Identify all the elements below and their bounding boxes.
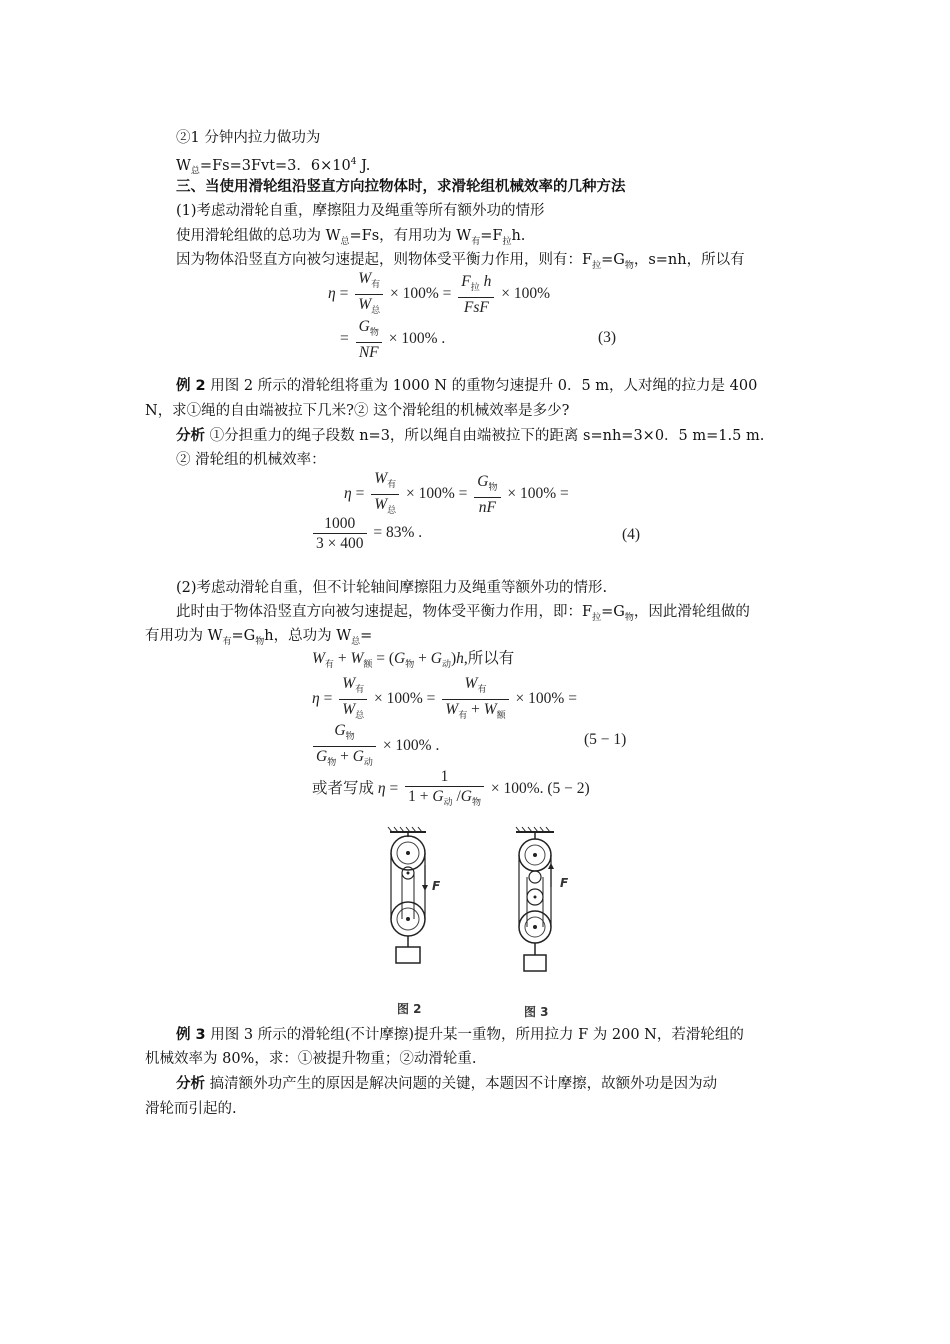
text-line-2: $W_总=Fs=3Fvt=3$．$6\times 10^4$ J. [176,157,371,177]
text-line-5: 使用滑轮组做的总功为 $W_总=Fs$，有用功为 $W_有=F_拉h$. [176,228,526,247]
figure-2-pulley-diagram [380,825,450,975]
equation-4-line-1: η = $\frac{W_有}{W_总}$ × 100% = $\frac{G_物}{nF}$ × 100% = [344,470,569,517]
equation-5-1-number: (5 − 1) [584,731,627,748]
example-3-line-1: 例 3 用图 3 所示的滑轮组(不计摩擦)提升某一重物，所用拉力 F 为 200 N，若滑轮组的 [176,1027,744,1043]
example-2-line-1: 例 2 用图 2 所示的滑轮组将重为 1000 N 的重物匀速提升 0．5 m，人对绳的拉力是 400 [176,378,758,394]
equation-3-line-2: = $\frac{G_物}{NF}$ × 100% . [340,318,446,362]
equation-3-number: (3) [598,329,617,346]
analysis-3-line-2: 滑轮而引起的. [145,1101,237,1117]
figure-3-force-label: F [560,876,569,890]
equation-4-line-2: $\frac{1000}{3 \times 400}$ = 83% . [310,515,422,552]
equation-5-line-2: η = $\frac{W_有}{W_总}$ × 100% = $\frac{W_有}{W_有 + W_额}$ × 100% = [312,675,577,721]
figure-3-caption: 图 3 [524,1005,549,1019]
text-line-6: 因为物体沿竖直方向被匀速提起，则物体受平衡力作用，则有：$F_拉=G_物$，s=nh，所以有 [176,252,745,271]
figure-2-force-label: F [432,879,441,893]
equation-4-number: (4) [622,526,641,543]
equation-3-line-1: η = $\frac{W_有}{W_总}$ × 100% = $\frac{F_拉 h}{\text{FsF}}$ × 100% [328,270,551,317]
analysis-3-line-1: 分析 搞清额外功产生的原因是解决问题的关键，本题因不计摩擦，故额外功是因为动 [176,1076,718,1092]
text-line-1: ②1 分钟内拉力做功为 [176,130,321,146]
text-line-4: (1)考虑动滑轮自重，摩擦阻力及绳重等所有额外功的情形 [176,203,545,219]
equation-5-line-3: $\frac{G_物}{G_物 + G_动}$ × 100% . [310,722,439,771]
analysis-2-line-1: 分析 ①分担重力的绳子段数 n=3，所以绳自由端被拉下的距离 s=nh=3×0．5 m=1.5 m. [176,428,765,444]
figure-2-caption: 图 2 [397,1002,422,1016]
figure-3-pulley-diagram [510,825,570,980]
example-2-line-2: N，求①绳的自由端被拉下几米?② 这个滑轮组的机械效率是多少? [145,403,570,419]
equation-5-line-4: 或者写成 η = $\frac{1}{1 + G_动 /G_物}$ × 100%. (5 − 2) [312,768,590,808]
analysis-2-line-2: ② 滑轮组的机械效率： [176,452,326,468]
equation-5-line-1: $W_有 + W_额 = (G_物 + G_动)h$,所以有 [312,650,515,670]
section-heading: 三、当使用滑轮组沿竖直方向拉物体时，求滑轮组机械效率的几种方法 [176,179,626,195]
text-part-2-line-3: 有用功为 $W_有=G_物h$，总功为 $W_总=$ [145,628,373,647]
text-part-2-line-2: 此时由于物体沿竖直方向被匀速提起，物体受平衡力作用，即：$F_拉=G_物$，因此滑轮组做的 [176,604,750,623]
example-3-line-2: 机械效率为 80%，求：①被提升物重；②动滑轮重. [145,1051,477,1067]
text-part-2-title: (2)考虑动滑轮自重，但不计轮轴间摩擦阻力及绳重等额外功的情形. [176,580,608,596]
